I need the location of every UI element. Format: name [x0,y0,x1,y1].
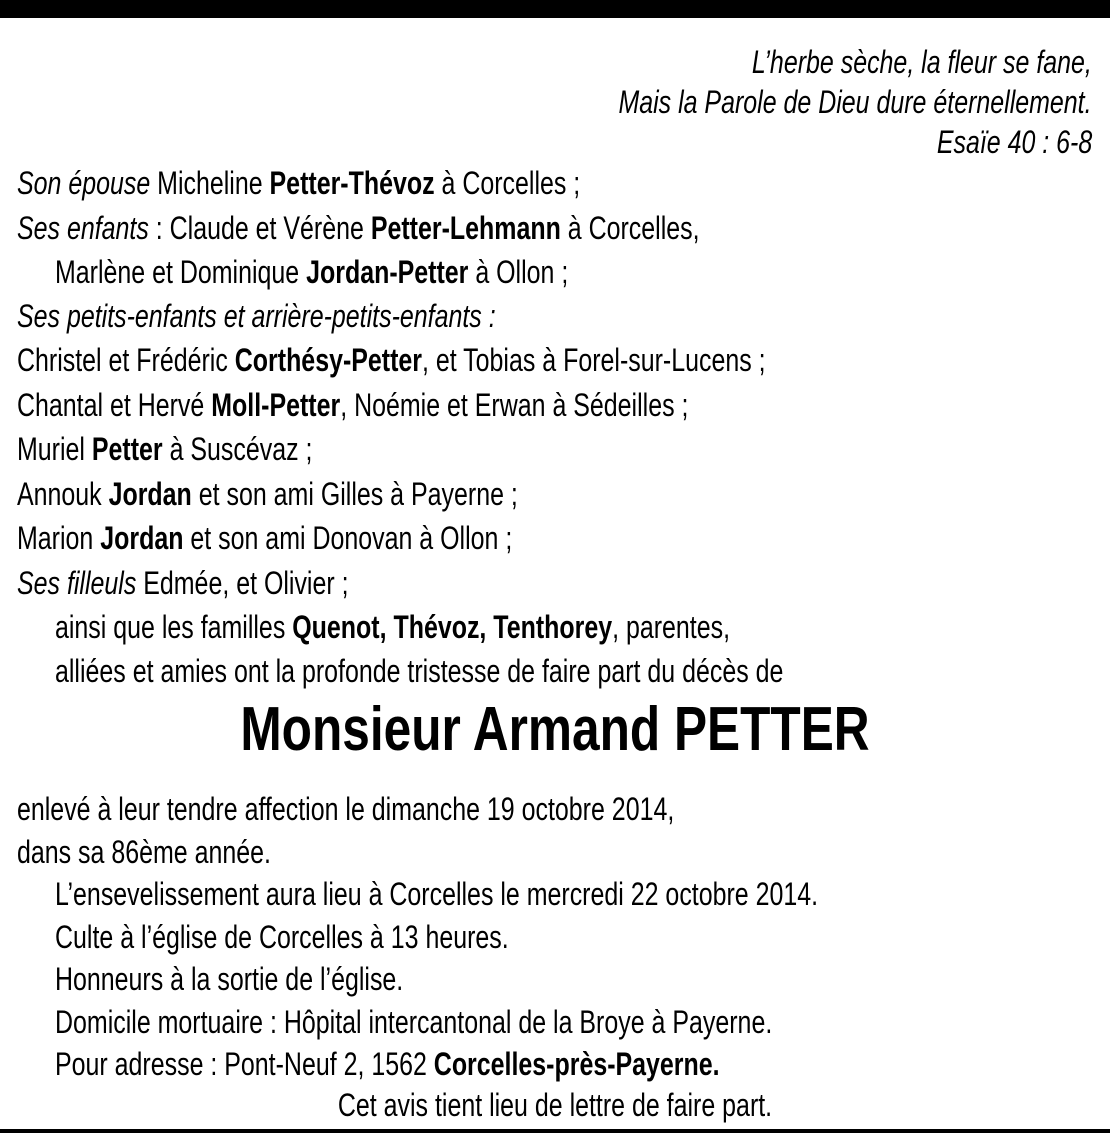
grandchild-after: à Suscévaz ; [162,431,313,467]
bottom-border [0,1129,1110,1133]
burial-line: L’ensevelissement aura lieu à Corcelles le mercredi 22 octobre 2014. [55,876,819,912]
spouse-text: Micheline [150,165,270,201]
grandchild-line [17,383,688,427]
service-line: Culte à l’église de Corcelles à 13 heures. [55,919,509,955]
grandchild-after: et son ami Gilles à Payerne ; [191,476,518,512]
top-border [0,0,1110,18]
spouse-name: Petter-Thévoz [269,165,435,201]
grandchild-before: Chantal et Hervé [17,387,212,423]
children-label: Ses enfants [17,210,149,246]
grandchild-line [17,427,312,471]
grandchild-before: Annouk [17,476,109,512]
details-line-1: enlevé à leur tendre affection le dimanche 19 octobre 2014, [17,791,675,827]
families-before: ainsi que les familles [55,609,293,645]
verse-reference: Esaïe 40 : 6-8 [936,124,1092,160]
closing-line: Cet avis tient lieu de lettre de faire part. [337,1087,773,1123]
grandchild-before: Marion [17,520,101,556]
children-line-1 [17,206,700,250]
godchildren-line [17,561,349,605]
announcement-line: alliées et amies ont la profonde tristesse de faire part du décès de [55,653,784,689]
address-city: Corcelles-près-Payerne. [433,1046,720,1082]
children-text-1: : Claude et Vérène [148,210,371,246]
deceased-name: Monsieur Armand PETTER [240,695,870,764]
grandchild-name: Moll-Petter [211,387,341,423]
grandchildren-label: Ses petits-enfants et arrière-petits-enfants : [17,298,496,334]
grandchild-name: Jordan [100,520,184,556]
grandchild-line [17,516,512,560]
children-name-1: Petter-Lehmann [370,210,561,246]
grandchild-name: Corthésy-Petter [234,342,423,378]
mortuary-line: Domicile mortuaire : Hôpital intercantonal de la Broye à Payerne. [55,1004,773,1040]
godchildren-label: Ses filleuls [17,565,137,601]
families-after: , parentes, [612,609,731,645]
families-names: Quenot, Thévoz, Tenthorey [292,609,613,645]
children-name-2: Jordan-Petter [306,254,469,290]
verse-line-1: L’herbe sèche, la fleur se fane, [752,44,1092,80]
address-prefix: Pour adresse : Pont-Neuf 2, 1562 [55,1046,434,1082]
grandchild-after: , et Tobias à Forel-sur-Lucens ; [422,342,766,378]
grandchild-line [17,338,766,382]
address-line [55,1042,720,1086]
children-text-2: Marlène et Dominique [55,254,307,290]
grandchild-after: et son ami Donovan à Ollon ; [183,520,513,556]
children-line-2 [55,250,568,294]
grandchild-name: Jordan [108,476,192,512]
grandchild-line [17,472,518,516]
verse-line-2: Mais la Parole de Dieu dure éternellement. [618,84,1092,120]
details-line-2: dans sa 86ème année. [17,834,271,870]
children-place-2: à Ollon ; [468,254,569,290]
grandchild-name: Petter [91,431,163,467]
grandchild-before: Christel et Frédéric [17,342,235,378]
spouse-label: Son épouse [17,165,151,201]
honors-line: Honneurs à la sortie de l’église. [55,961,404,997]
families-line [55,605,730,649]
children-place-1: à Corcelles, [560,210,700,246]
grandchild-before: Muriel [17,431,92,467]
grandchild-after: , Noémie et Erwan à Sédeilles ; [340,387,689,423]
spouse-place: à Corcelles ; [434,165,581,201]
spouse-line [17,161,580,205]
godchildren-text: Edmée, et Olivier ; [136,565,349,601]
